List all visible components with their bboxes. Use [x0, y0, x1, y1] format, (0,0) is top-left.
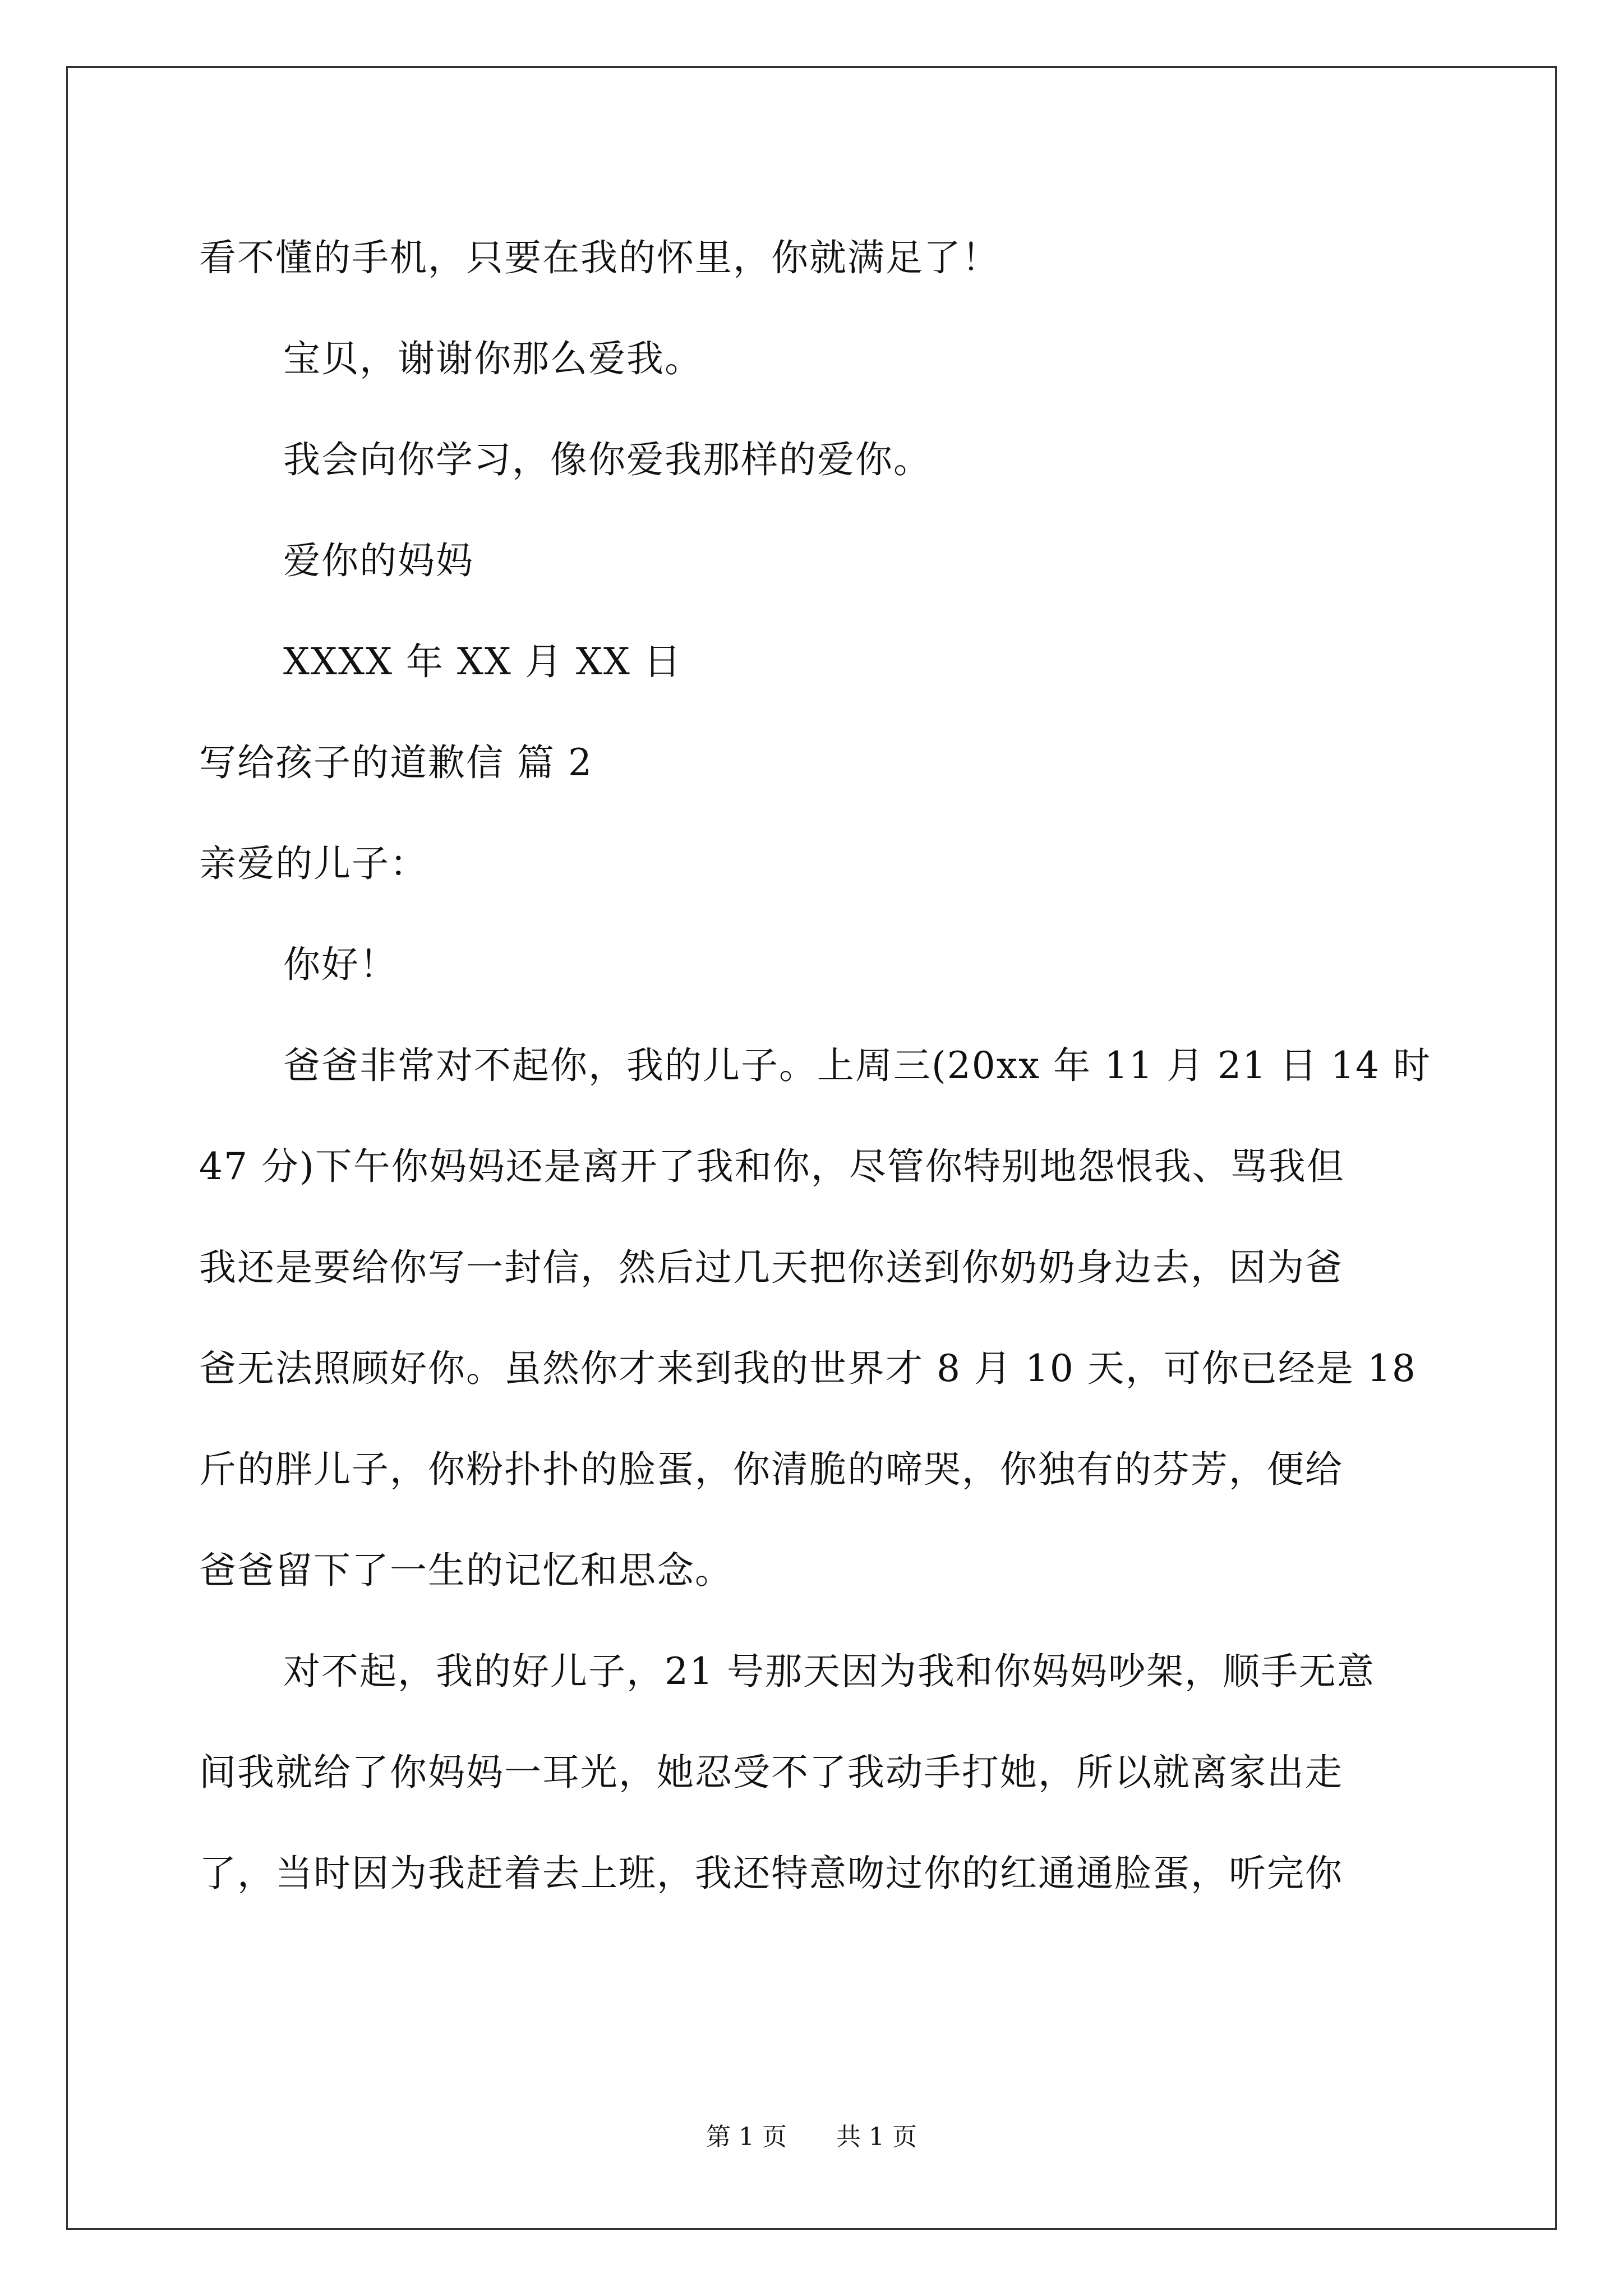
- text-line: 爸爸留下了一生的记忆和思念。: [199, 1549, 733, 1592]
- greeting: 你好！: [283, 943, 398, 986]
- page-number-total: 共 1 页: [836, 2123, 917, 2151]
- section-heading: 写给孩子的道歉信 篇 2: [199, 741, 593, 784]
- text-line: 我会向你学习，像你爱我那样的爱你。: [283, 438, 932, 481]
- salutation: 亲爱的儿子：: [199, 842, 428, 885]
- signature-line: 爱你的妈妈: [283, 539, 474, 582]
- text-line: 爸爸非常对不起你，我的儿子。上周三(20xx 年 11 月 21 日 14 时: [283, 1044, 1431, 1087]
- document-body: [199, 208, 1431, 1924]
- text-line: 我还是要给你写一封信，然后过几天把你送到你奶奶身边去，因为爸: [199, 1246, 1343, 1289]
- text-line: 宝贝，谢谢你那么爱我。: [283, 337, 703, 380]
- page-footer: [0, 2120, 1623, 2154]
- text-line: 47 分)下午你妈妈还是离开了我和你，尽管你特别地怨恨我、骂我但: [199, 1145, 1345, 1188]
- text-line: 对不起，我的好儿子，21 号那天因为我和你妈妈吵架，顺手无意: [283, 1650, 1375, 1693]
- text-line: 了，当时因为我赶着去上班，我还特意吻过你的红通通脸蛋，听完你: [199, 1852, 1343, 1895]
- page-number-current: 第 1 页: [706, 2123, 787, 2151]
- text-line: 斤的胖儿子，你粉扑扑的脸蛋，你清脆的啼哭，你独有的芬芳，便给: [199, 1448, 1343, 1491]
- text-line: 间我就给了你妈妈一耳光，她忍受不了我动手打她，所以就离家出走: [199, 1751, 1343, 1794]
- date-line: XXXX 年 XX 月 XX 日: [283, 640, 682, 683]
- text-line: 看不懂的手机，只要在我的怀里，你就满足了！: [199, 236, 1000, 279]
- text-line: 爸无法照顾好你。虽然你才来到我的世界才 8 月 10 天，可你已经是 18: [199, 1347, 1417, 1390]
